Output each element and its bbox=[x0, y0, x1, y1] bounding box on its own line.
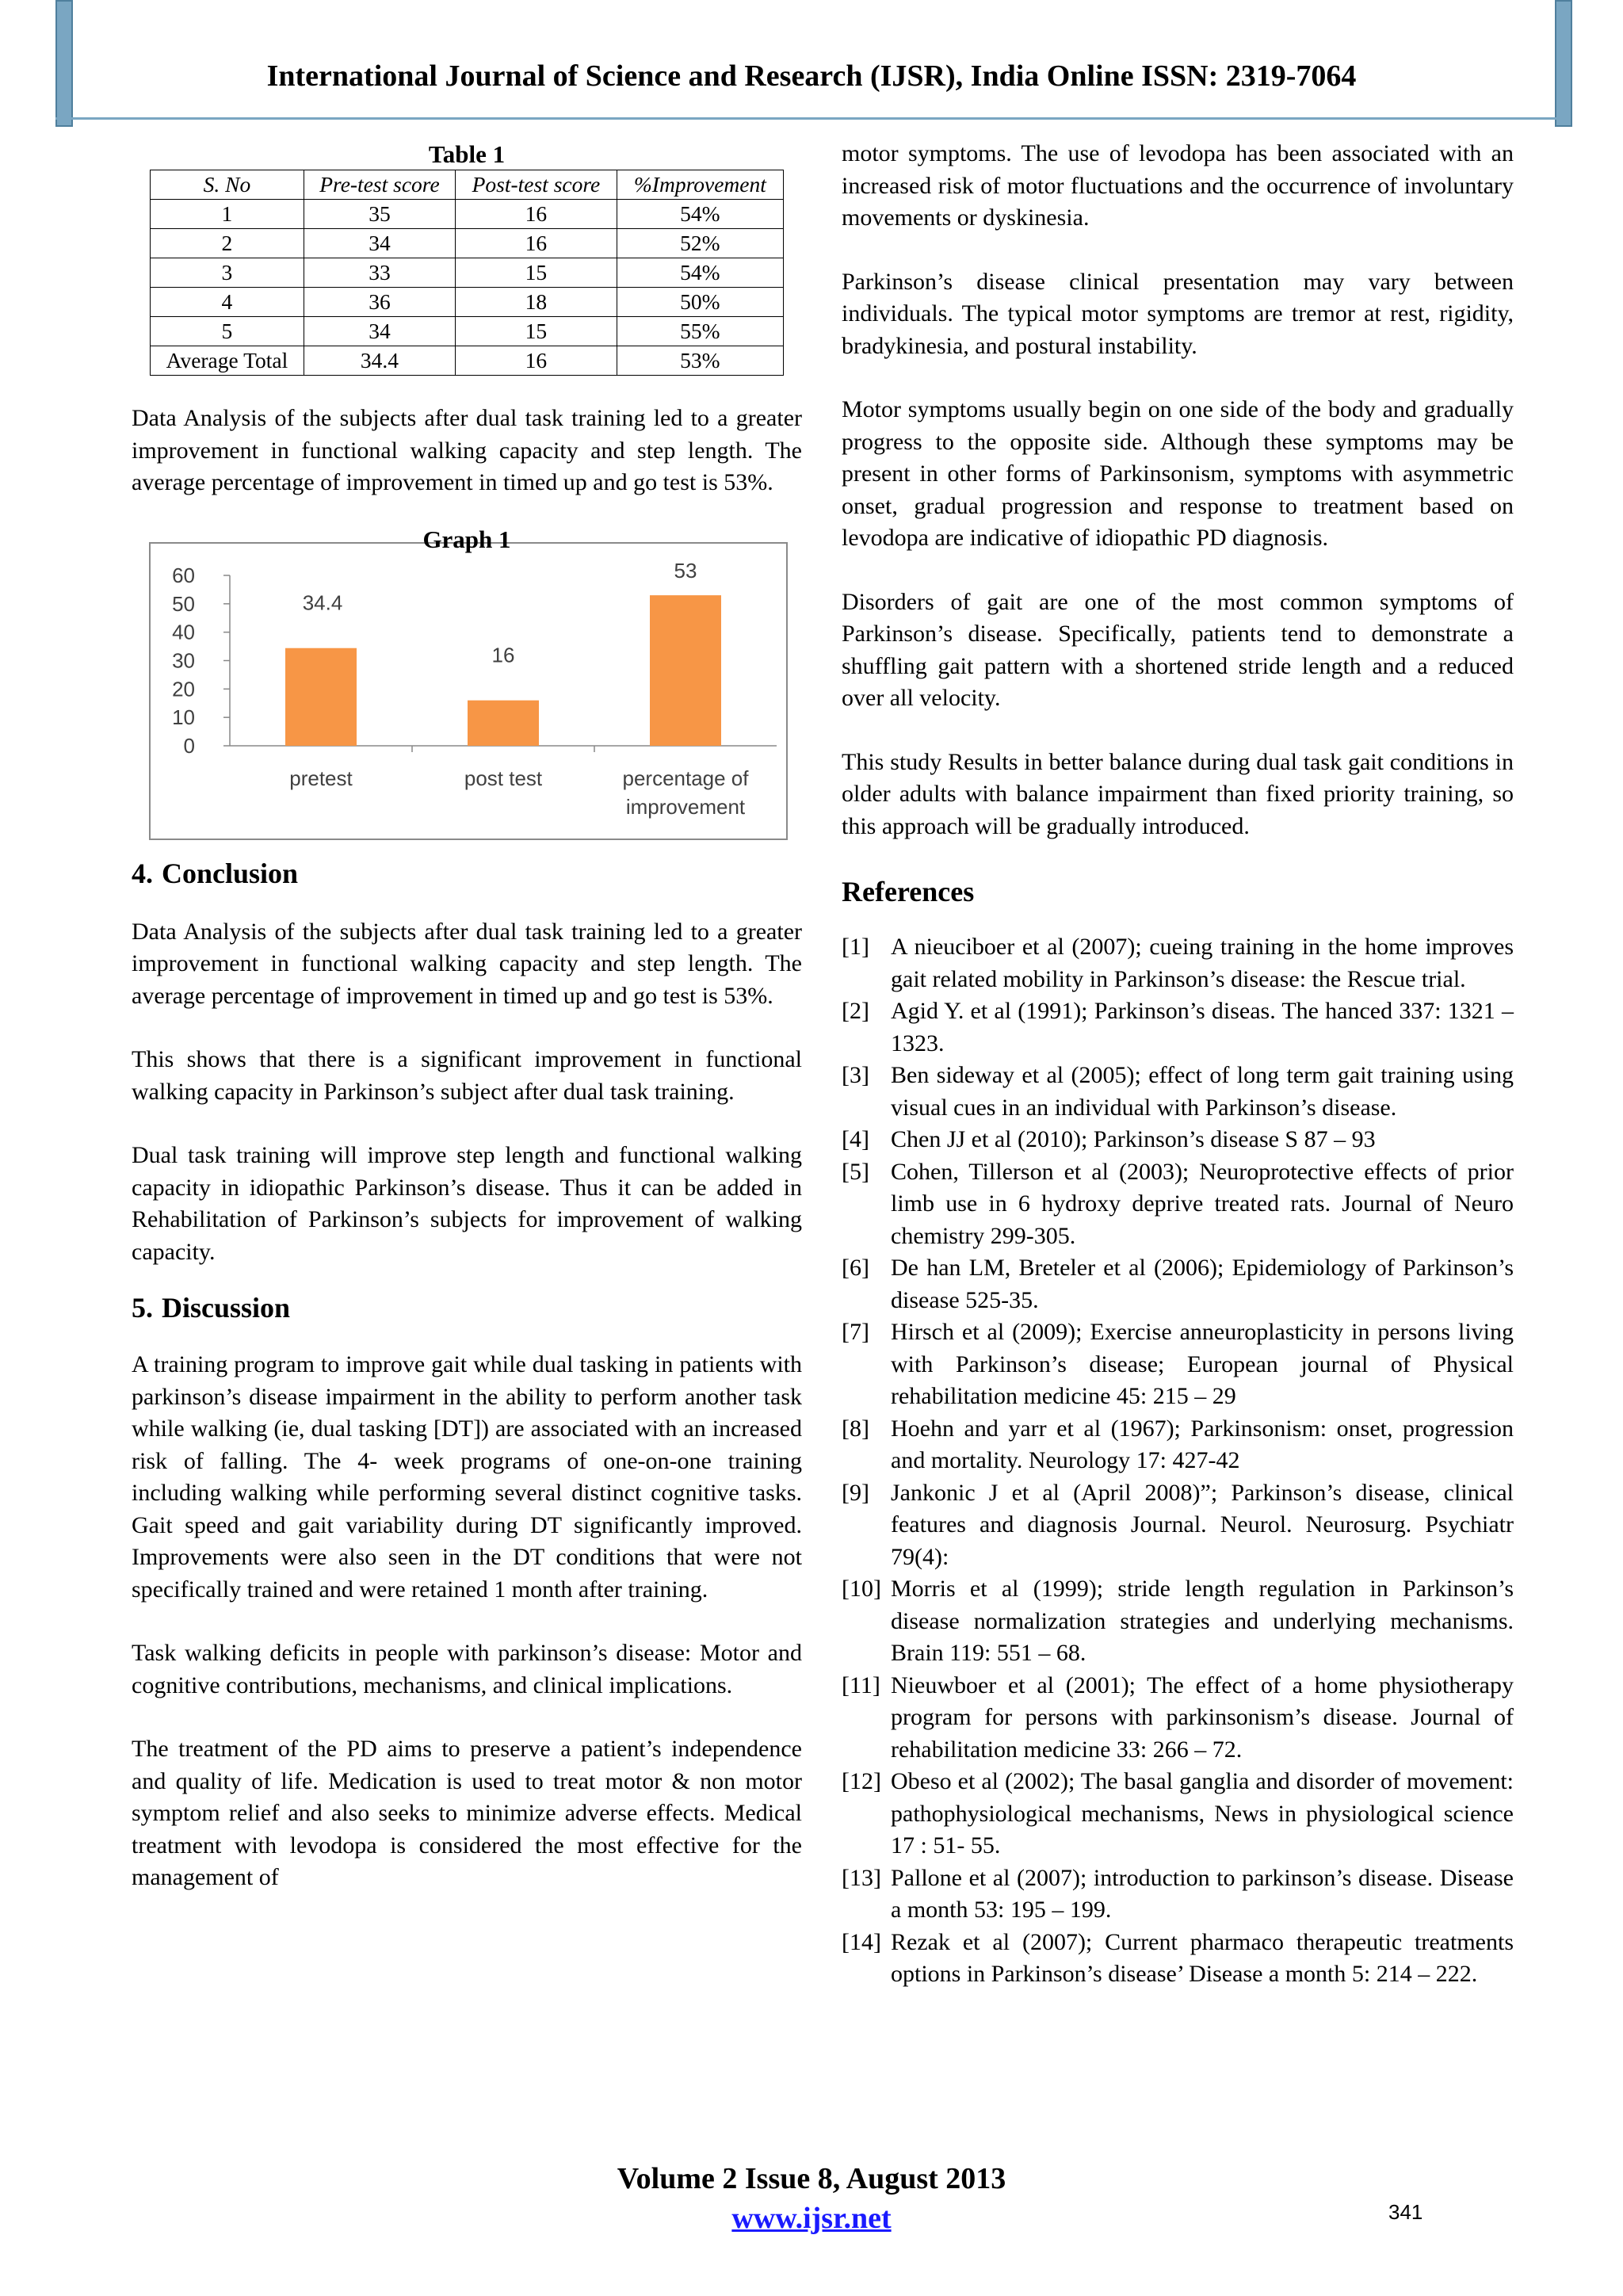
reference-text: Ben sideway et al (2005); effect of long term gait training using visual cues in an individual with Parkinson’s disease. bbox=[891, 1062, 1514, 1121]
discussion-paragraph: A training program to improve gait while dual tasking in patients with parkinson’s disease impairment in the ability to perform another task while walking (ie, dual tasking [DT]) are associated with an increased risk of falling. The 4- week programs of one-on-one training including walking while performing several distinct cognitive tasks. Gait speed and gait variability during DT significantly improved. Improvements were also seen in the DT conditions that were not specifically trained and were retained 1 month after training. bbox=[132, 1351, 802, 1603]
table-header-cell: %Improvement bbox=[617, 170, 783, 200]
table-cell: 34 bbox=[304, 229, 455, 258]
conclusion-heading bbox=[132, 854, 802, 892]
table-cell: 35 bbox=[304, 200, 455, 229]
y-tick-label: 10 bbox=[172, 705, 195, 729]
reference-number: [6] bbox=[842, 1255, 869, 1281]
table-cell: 3 bbox=[151, 258, 304, 288]
reference-list bbox=[842, 931, 1514, 1991]
reference-number: [8] bbox=[842, 1415, 869, 1442]
reference-number: [1] bbox=[842, 934, 869, 960]
table-cell: 33 bbox=[304, 258, 455, 288]
reference-text: A nieuciboer et al (2007); cueing training in the home improves gait related mobility in Parkinson’s disease: the Rescue trial. bbox=[891, 934, 1514, 992]
reference-text: De han LM, Breteler et al (2006); Epidemiology of Parkinson’s disease 525-35. bbox=[891, 1255, 1514, 1313]
reference-number: [9] bbox=[842, 1479, 869, 1506]
reference-text: Nieuwboer et al (2001); The effect of a home physiotherapy program for persons with parkinsonism’s disease. Journal of rehabilitation medicine 33: 266 – 72. bbox=[891, 1671, 1514, 1763]
reference-item bbox=[842, 1766, 1514, 1862]
reference-text: Hirsch et al (2009); Exercise anneuroplasticity in persons living with Parkinson’s disease; European journal of Physical rehabilitation medicine 45: 215 – 29 bbox=[891, 1319, 1514, 1409]
section-title: Conclusion bbox=[162, 857, 299, 889]
reference-text: Morris et al (1999); stride length regulation in Parkinson’s disease normalization strategies and underlying mechanisms. Brain 119: 551 – 68. bbox=[891, 1576, 1514, 1666]
data-label: 53 bbox=[674, 558, 697, 583]
reference-number: [13] bbox=[842, 1864, 881, 1891]
x-category-label: improvement bbox=[625, 794, 746, 819]
chart-bar bbox=[468, 700, 539, 745]
bar-chart-svg bbox=[151, 544, 786, 839]
reference-number: [5] bbox=[842, 1158, 869, 1185]
body-paragraph: motor symptoms. The use of levodopa has been associated with an increased risk of motor fluctuations and the occurrence of involuntary movements or dyskinesia. bbox=[842, 140, 1514, 231]
table-row bbox=[151, 229, 784, 258]
y-tick-label: 20 bbox=[172, 676, 195, 701]
data-label: 16 bbox=[491, 643, 515, 667]
table-cell: 16 bbox=[456, 346, 617, 376]
table-cell: 50% bbox=[617, 288, 783, 317]
right-column bbox=[842, 138, 1514, 1991]
table-cell: Average Total bbox=[151, 346, 304, 376]
results-paragraph: Data Analysis of the subjects after dual task training led to a greater improvement in functional walking capacity and step length. The average percentage of improvement in timed up and go test is 53%. bbox=[132, 405, 802, 495]
y-tick-label: 40 bbox=[172, 620, 195, 644]
table-header-cell: Pre-test score bbox=[304, 170, 455, 200]
table-cell: 15 bbox=[456, 258, 617, 288]
table-cell: 34.4 bbox=[304, 346, 455, 376]
reference-item bbox=[842, 1156, 1514, 1253]
graph-caption: Graph 1 bbox=[422, 525, 511, 553]
conclusion-paragraph: Dual task training will improve step length and functional walking capacity in idiopathic Parkinson’s disease. Thus it can be added in Rehabilitation of Parkinson’s subjects for improvement of walking capacity. bbox=[132, 1142, 802, 1265]
reference-text: Rezak et al (2007); Current pharmaco therapeutic treatments options in Parkinson’s disease’ Disease a month 5: 214 – 222. bbox=[891, 1928, 1514, 1987]
reference-item bbox=[842, 1316, 1514, 1413]
table-cell: 34 bbox=[304, 317, 455, 346]
section-title: Discussion bbox=[162, 1292, 291, 1324]
x-category-label: pretest bbox=[289, 766, 353, 790]
reference-item bbox=[842, 995, 1514, 1060]
reference-text: Jankonic J et al (April 2008)”; Parkinson’s disease, clinical features and diagnosis Journal. Neurol. Neurosurg. Psychiatr 79(4): bbox=[891, 1479, 1514, 1570]
table-cell: 18 bbox=[456, 288, 617, 317]
table-cell: 54% bbox=[617, 200, 783, 229]
reference-item bbox=[842, 1124, 1514, 1156]
discussion-paragraph: Task walking deficits in people with parkinson’s disease: Motor and cognitive contributions, mechanisms, and clinical implications. bbox=[132, 1640, 802, 1698]
reference-number: [11] bbox=[842, 1671, 880, 1698]
table-cell: 52% bbox=[617, 229, 783, 258]
reference-text: Agid Y. et al (1991); Parkinson’s diseas. The hanced 337: 1321 – 1323. bbox=[891, 998, 1514, 1056]
reference-item bbox=[842, 1670, 1514, 1767]
table-header-cell: S. No bbox=[151, 170, 304, 200]
table-cell: 15 bbox=[456, 317, 617, 346]
table-cell: 2 bbox=[151, 229, 304, 258]
body-paragraph: Motor symptoms usually begin on one side of the body and gradually progress to the opposite side. Although these symptoms may be present in other forms of Parkinsonism, symptoms with asymmetric onset, gradual progression and response to treatment based on levodopa are indicative of idiopathic PD diagnosis. bbox=[842, 396, 1514, 551]
reference-text: Hoehn and yarr et al (1967); Parkinsonism: onset, progression and mortality. Neurology 17: 427-42 bbox=[891, 1415, 1514, 1473]
reference-number: [7] bbox=[842, 1319, 869, 1345]
reference-text: Pallone et al (2007); introduction to parkinson’s disease. Disease a month 53: 195 – 199. bbox=[891, 1864, 1514, 1923]
reference-item bbox=[842, 1252, 1514, 1316]
reference-item bbox=[842, 1927, 1514, 1991]
table-row bbox=[151, 200, 784, 229]
x-category-label: percentage of bbox=[622, 766, 749, 790]
conclusion-paragraph: Data Analysis of the subjects after dual task training led to a greater improvement in functional walking capacity and step length. The average percentage of improvement in timed up and go test is 53%. bbox=[132, 918, 802, 1009]
y-tick-label: 50 bbox=[172, 591, 195, 616]
section-number: 4. bbox=[132, 857, 153, 889]
table-header-row bbox=[151, 170, 784, 200]
table-row bbox=[151, 288, 784, 317]
conclusion-paragraph: This shows that there is a significant improvement in functional walking capacity in Parkinson’s subject after dual task training. bbox=[132, 1046, 802, 1105]
chart-bar bbox=[650, 595, 721, 746]
table-header-cell: Post-test score bbox=[456, 170, 617, 200]
reference-number: [3] bbox=[842, 1062, 869, 1088]
reference-item bbox=[842, 1060, 1514, 1124]
reference-number: [10] bbox=[842, 1576, 881, 1602]
table-row bbox=[151, 317, 784, 346]
discussion-paragraph: The treatment of the PD aims to preserve a patient’s independence and quality of life. Medication is used to treat motor & non motor symptom relief and also seeks to minimize adverse effects. Medical treatment with levodopa is considered the most effective for the management of bbox=[132, 1736, 802, 1890]
reference-item bbox=[842, 1862, 1514, 1927]
reference-item bbox=[842, 931, 1514, 995]
table-cell: 5 bbox=[151, 317, 304, 346]
header-rule bbox=[55, 117, 1571, 120]
table-row bbox=[151, 346, 784, 376]
footer-issue: Volume 2 Issue 8, August 2013 bbox=[617, 2162, 1006, 2195]
reference-item bbox=[842, 1573, 1514, 1670]
references-heading: References bbox=[842, 876, 975, 907]
table-cell: 36 bbox=[304, 288, 455, 317]
section-number: 5. bbox=[132, 1292, 153, 1324]
reference-number: [14] bbox=[842, 1928, 881, 1955]
reference-item bbox=[842, 1477, 1514, 1574]
chart-bar bbox=[285, 648, 357, 745]
footer-link[interactable]: www.ijsr.net bbox=[731, 2202, 892, 2235]
bar-chart bbox=[149, 542, 788, 840]
table-caption: Table 1 bbox=[428, 140, 506, 168]
table-cell: 1 bbox=[151, 200, 304, 229]
reference-text: Cohen, Tillerson et al (2003); Neuroprotective effects of prior limb use in 6 hydroxy deprive treated rats. Journal of Neuro chemistry 299-305. bbox=[891, 1158, 1514, 1249]
table-cell: 4 bbox=[151, 288, 304, 317]
left-column bbox=[132, 139, 802, 1894]
y-tick-label: 0 bbox=[183, 733, 195, 758]
table-cell: 53% bbox=[617, 346, 783, 376]
table-cell: 16 bbox=[456, 229, 617, 258]
table-cell: 16 bbox=[456, 200, 617, 229]
body-paragraph: Disorders of gait are one of the most common symptoms of Parkinson’s disease. Specifically, patients tend to demonstrate a shuffling gait pattern with a shortened stride length and a reduced over all velocity. bbox=[842, 588, 1514, 711]
table-cell: 54% bbox=[617, 258, 783, 288]
reference-item bbox=[842, 1413, 1514, 1477]
y-tick-label: 60 bbox=[172, 563, 195, 587]
journal-header-title: International Journal of Science and Research (IJSR), India Online ISSN: 2319-7064 bbox=[266, 59, 1357, 93]
data-label: 34.4 bbox=[302, 590, 343, 615]
reference-number: [12] bbox=[842, 1768, 881, 1794]
x-category-label: post test bbox=[464, 766, 543, 790]
discussion-heading bbox=[132, 1289, 802, 1327]
table-cell: 55% bbox=[617, 317, 783, 346]
reference-number: [4] bbox=[842, 1126, 869, 1152]
table-row bbox=[151, 258, 784, 288]
body-paragraph: This study Results in better balance during dual task gait conditions in older adults with balance impairment than fixed priority training, so this approach will be gradually introduced. bbox=[842, 748, 1514, 839]
page-number: 341 bbox=[1388, 2200, 1423, 2224]
reference-number: [2] bbox=[842, 998, 869, 1024]
reference-text: Chen JJ et al (2010); Parkinson’s disease S 87 – 93 bbox=[891, 1126, 1376, 1152]
y-tick-label: 30 bbox=[172, 648, 195, 672]
body-paragraph: Parkinson’s disease clinical presentation may vary between individuals. The typical motor symptoms are tremor at rest, rigidity, bradykinesia, and postural instability. bbox=[842, 268, 1514, 359]
reference-text: Obeso et al (2002); The basal ganglia and disorder of movement: pathophysiological mechanisms, News in physiological science 17 : 51- 55. bbox=[891, 1768, 1514, 1859]
results-table bbox=[150, 170, 784, 376]
